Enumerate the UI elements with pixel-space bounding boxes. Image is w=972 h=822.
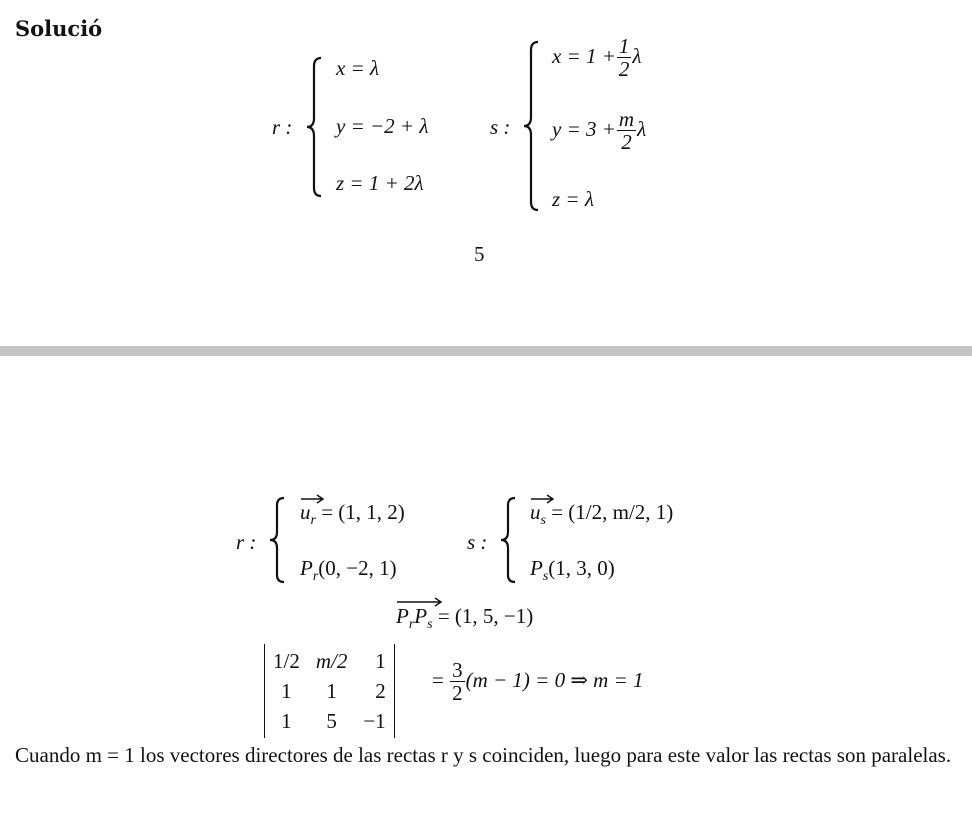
us-vector [530, 500, 546, 529]
page-number: 5 [474, 242, 485, 266]
top-s-label: s : [490, 115, 511, 139]
determinant [264, 644, 395, 738]
prps-sub2: s [427, 617, 433, 633]
prps-sub1: r [408, 617, 415, 633]
top-s-x-pre: x = 1 + [552, 43, 616, 68]
top-s-x-frac [617, 36, 632, 80]
bottom-pr-line [300, 556, 397, 585]
det-cell: m/2 [315, 648, 348, 673]
top-s-brace [522, 40, 542, 212]
ur-value: = (1, 1, 2) [321, 500, 405, 524]
top-s-x-den: 2 [618, 57, 630, 81]
conclusion-paragraph: Cuando m = 1 los vectores directores de las rectas r y s coinciden, luego para este valor las rectas son paralelas. [15, 743, 952, 767]
prps-p1: P [396, 604, 409, 628]
ur-vector [300, 500, 316, 529]
bottom-r-brace [268, 496, 288, 584]
top-s-line-y [552, 109, 646, 153]
det-cell: 1 [326, 678, 337, 703]
det-cell: 5 [326, 708, 337, 733]
bottom-r-label: r : [236, 530, 257, 554]
top-s-y-post: λ [637, 116, 647, 141]
det-cell: 1/2 [273, 648, 300, 673]
bottom-ur-line [300, 500, 405, 529]
top-s-y-pre: y = 3 + [552, 116, 616, 141]
ps-value: (1, 3, 0) [548, 556, 615, 580]
heading: Solució [15, 16, 103, 41]
det-cell: 1 [375, 648, 386, 673]
det-cell: 2 [375, 678, 386, 703]
det-cell: 1 [281, 708, 292, 733]
bottom-us-line [530, 500, 673, 529]
ur-sub: r [310, 513, 316, 529]
top-r-label: r : [272, 115, 293, 139]
det-cell: −1 [363, 708, 386, 733]
pr-value: (0, −2, 1) [318, 556, 397, 580]
bottom-s-brace [499, 496, 519, 584]
det-equation [432, 660, 644, 704]
det-row [265, 676, 394, 706]
prps-p2: P [414, 604, 428, 628]
determinant-matrix [265, 646, 394, 736]
top-s-line-x [552, 36, 642, 80]
det-equals: = [432, 667, 444, 692]
det-row [265, 706, 394, 736]
bottom-ps-line [530, 556, 615, 585]
top-r-line-x: x = λ [336, 56, 380, 80]
det-cell: 1 [281, 678, 292, 703]
ur-arrow [300, 494, 326, 504]
det-result: (m − 1) = 0 ⇒ m = 1 [465, 667, 644, 692]
bottom-s-label: s : [467, 530, 488, 554]
us-sub: s [540, 513, 546, 529]
ps-name: P [530, 556, 543, 580]
ps-sub: s [542, 569, 549, 585]
top-r-line-y: y = −2 + λ [336, 114, 429, 138]
top-s-line-z: z = λ [552, 187, 594, 211]
pr-name: P [300, 556, 313, 580]
top-s-y-frac [617, 109, 636, 153]
prps-value: = (1, 5, −1) [437, 604, 534, 628]
page-divider [0, 346, 972, 356]
top-s-x-post: λ [632, 43, 642, 68]
us-value: = (1/2, m/2, 1) [551, 500, 674, 524]
pr-sub: r [312, 569, 319, 585]
top-s-x-num: 1 [618, 34, 630, 58]
prps-arrow [396, 597, 444, 607]
us-arrow [530, 494, 556, 504]
top-s-y-den: 2 [617, 130, 636, 153]
det-row [265, 646, 394, 676]
ur-name: u [300, 500, 311, 524]
det-frac [450, 660, 465, 704]
prps-vector [396, 604, 433, 633]
us-name: u [530, 500, 541, 524]
top-r-brace [305, 56, 325, 198]
det-frac-num: 3 [452, 658, 463, 682]
prps-line [396, 604, 533, 633]
det-frac-den: 2 [452, 681, 463, 705]
top-s-y-num: m [618, 107, 635, 131]
top-r-line-z: z = 1 + 2λ [336, 171, 424, 195]
